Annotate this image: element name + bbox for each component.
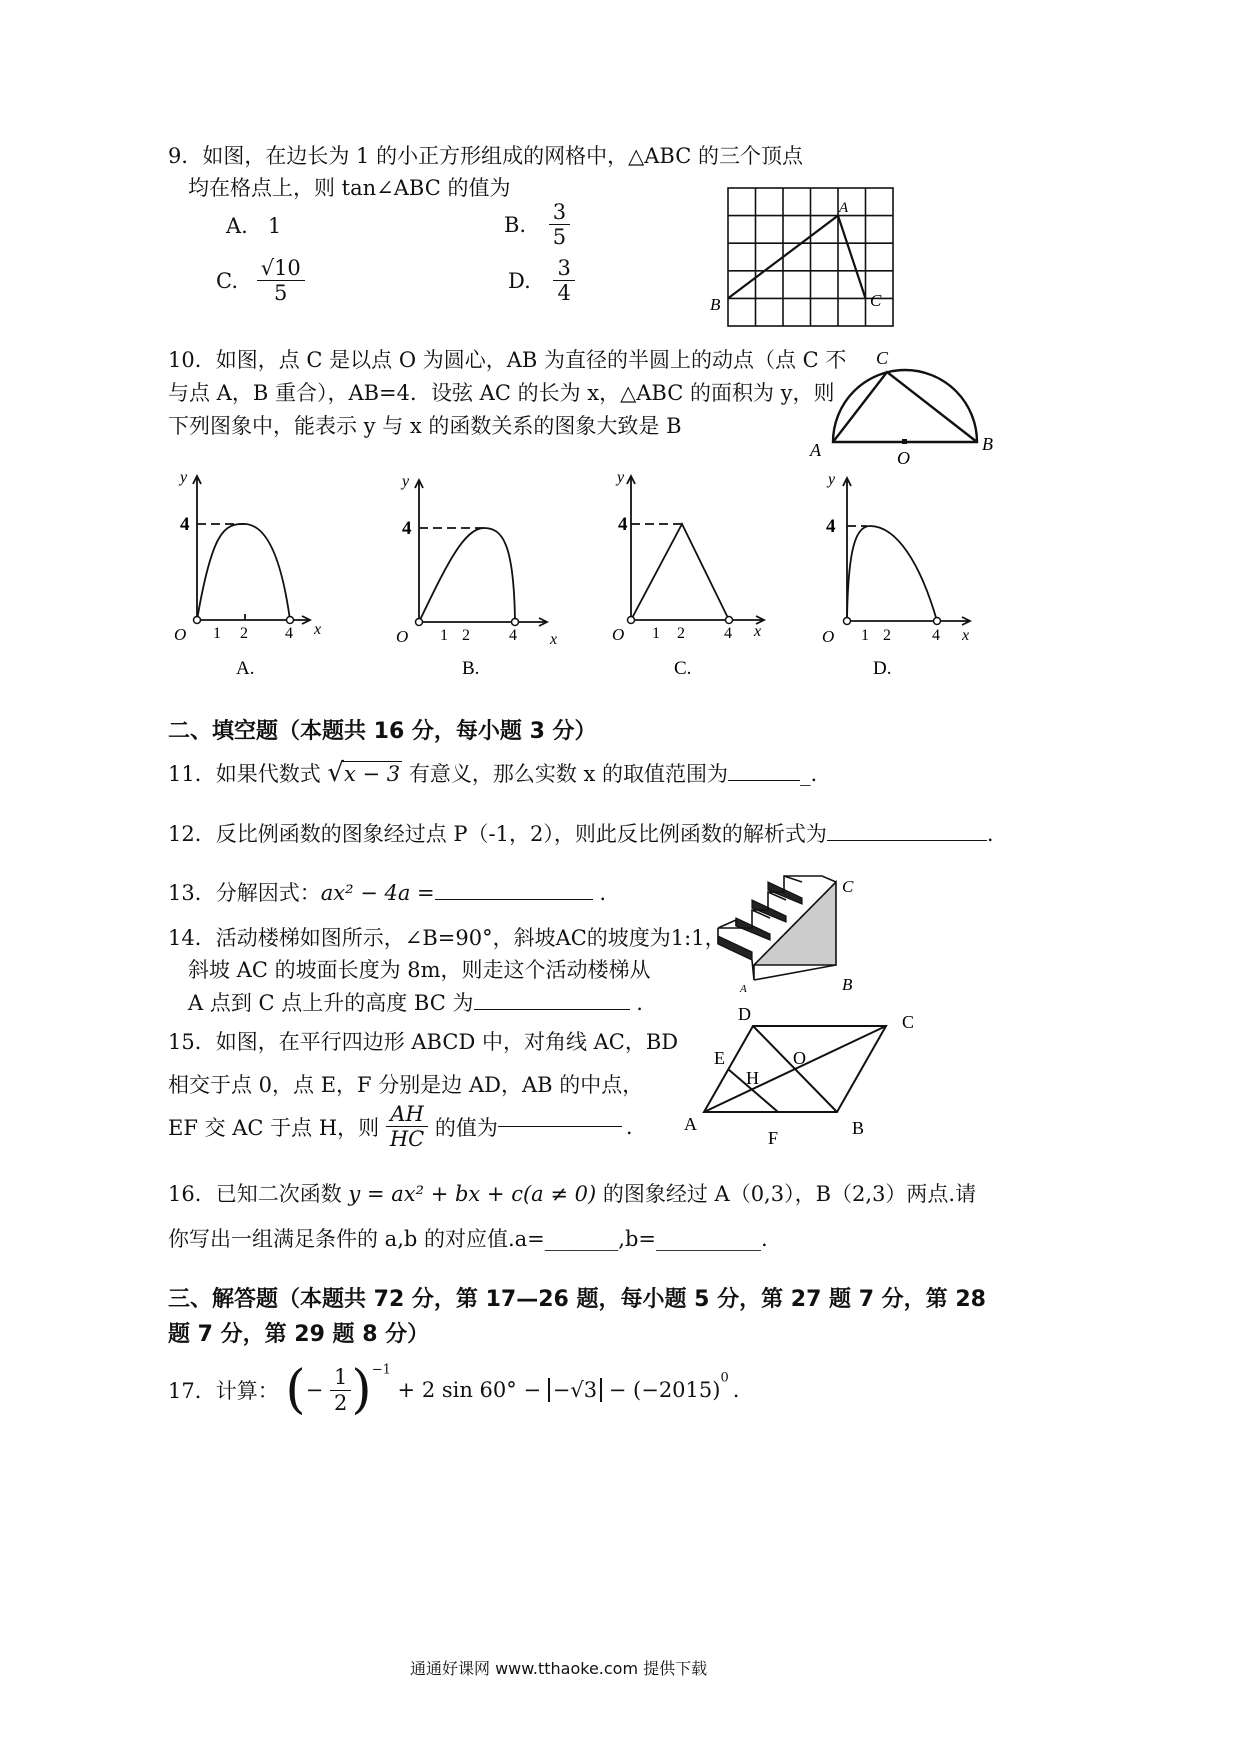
point-o-label: O [897,448,910,468]
q9-line2: 均在格点上，则 tan∠ABC 的值为 [188,176,511,200]
q10-graph-a [160,462,345,687]
svg-text:x: x [962,627,970,644]
q9-grid-figure [700,180,910,340]
svg-text:4: 4 [826,516,836,537]
q9-option-b-fraction: $\frac{3}{5}$ [549,200,570,249]
q15-line1: 15．如图，在平行四边形 ABCD 中，对角线 AC，BD [168,1030,679,1054]
svg-text:2: 2 [462,627,470,644]
svg-text:x: x [314,621,322,638]
q15-fraction: $\frac{AH}{HC}$ [386,1102,428,1151]
graph-c-caption: C. [674,658,692,679]
svg-text:4: 4 [932,627,940,644]
svg-text:y: y [828,471,836,488]
q14-line1: 14．活动楼梯如图所示，∠B=90°，斜坡AC的坡度为1:1， [168,926,726,950]
q14-line3: A 点到 C 点上升的高度 BC 为 . [188,991,643,1015]
graph-b-caption: B. [462,658,480,679]
vertex-c-label: C [870,291,882,310]
q13-answer-blank[interactable] [435,899,593,900]
svg-text:1: 1 [213,625,221,642]
point-d-label: D [738,1004,751,1024]
point-c-label: C [876,348,889,368]
point-b-label: B [982,434,993,454]
stairs-c-label: C [842,877,854,896]
svg-text:y: y [402,473,410,490]
point-c2-label: C [902,1012,915,1032]
q12: 12．反比例函数的图象经过点 P（-1，2），则此反比例函数的解析式为 . [168,822,994,846]
point-b2-label: B [852,1118,865,1138]
vertex-a-label: A [839,200,849,216]
point-a-label: A [810,440,821,460]
q9-option-d-fraction: $\frac{3}{4}$ [553,256,574,305]
q17-absolute-value: −√3 [548,1378,602,1402]
svg-text:4: 4 [724,625,732,642]
q10-line1: 10．如图，点 C 是以点 O 为圆心，AB 为直径的半圆上的动点（点 C 不 [168,348,847,372]
page-footer: 通通好课网 www.tthaoke.com 提供下载 [410,1659,708,1678]
svg-text:1: 1 [652,625,660,642]
section-3-title-line2: 题 7 分，第 29 题 8 分） [168,1322,430,1347]
q11-answer-blank[interactable] [728,780,800,781]
q9-option-a: A. 1 [226,214,282,238]
vertex-b-label: B [710,295,721,314]
svg-text:x: x [550,631,558,648]
svg-text:1: 1 [861,627,869,644]
svg-text:2: 2 [677,625,685,642]
svg-text:4: 4 [180,514,190,535]
q14-answer-blank[interactable] [474,1009,630,1010]
section-3-title-line1: 三、解答题（本题共 72 分，第 17—26 题，每小题 5 分，第 27 题 7 分，第 28 [168,1287,986,1312]
q9-line1: 9．如图，在边长为 1 的小正方形组成的网格中，△ABC 的三个顶点 [168,144,803,168]
q15-line2: 相交于点 0，点 E，F 分别是边 AD，AB 的中点， [168,1073,644,1097]
stairs-a-label: A [740,983,747,995]
q16-line1: 16．已知二次函数 y = ax² + bx + c(a ≠ 0) 的图象经过 A（0,3），B（2,3）两点.请 [168,1182,977,1206]
q17: 17．计算： (− $\frac{1}{2}$ )$^{-1}$ + 2 $\sin 60^\circ - -√3 - (-2015)^0$ . [168,1360,740,1420]
graph-d-caption: D. [873,658,892,679]
svg-text:2: 2 [240,625,248,642]
point-e-label: E [714,1048,725,1068]
point-a2-label: A [684,1114,697,1134]
q15-answer-blank[interactable] [498,1126,622,1127]
q15-line3: EF 交 AC 于点 H，则 $\frac{AH}{HC}$ 的值为 . [168,1102,633,1152]
q9-option-d: D. $\frac{3}{4}$ [508,256,575,305]
q14-line2: 斜坡 AC 的坡面长度为 8m，则走这个活动楼梯从 [188,958,651,982]
q10-graph-d [808,462,993,687]
q9-option-b: B. $\frac{3}{5}$ [504,200,570,249]
graph-a-caption: A. [236,658,255,679]
q10-line2: 与点 A，B 重合），AB=4．设弦 AC 的长为 x，△ABC 的面积为 y，则 [168,381,835,405]
triangle-abc [728,216,866,299]
q11: 11．如果代数式 √x − 3 有意义，那么实数 x 的取值范围为 _. [168,758,818,788]
q10-semicircle-figure [806,342,1006,470]
svg-text:4: 4 [285,625,293,642]
point-f-label: F [768,1128,779,1148]
q10-graph-c [604,462,789,687]
svg-text:x: x [754,623,762,640]
svg-text:4: 4 [509,627,517,644]
svg-text:O: O [822,627,835,646]
svg-text:4: 4 [402,518,412,539]
svg-text:1: 1 [440,627,448,644]
svg-text:O: O [396,627,409,646]
svg-text:y: y [617,469,625,486]
svg-text:4: 4 [618,514,628,535]
q14-staircase-figure [708,868,888,996]
svg-text:y: y [180,469,188,486]
q15-parallelogram-figure [676,1000,936,1152]
q16-line2: 你写出一组满足条件的 a,b 的对应值.a=_______,b=__________. [168,1227,768,1251]
point-o2-label: O [793,1048,806,1068]
q12-answer-blank[interactable] [827,840,987,841]
q17-fraction: $\frac{1}{2}$ [330,1365,351,1414]
section-2-title: 二、填空题（本题共 16 分，每小题 3 分） [168,719,597,744]
svg-text:O: O [612,625,625,644]
q10-graph-b [382,462,567,687]
q13: 13．分解因式：ax² − 4a = . [168,881,606,905]
point-h-label: H [746,1068,759,1088]
q9-option-c: C. $\frac{√10}{5}$ [216,256,305,305]
q10-line3: 下列图象中，能表示 y 与 x 的函数关系的图象大致是 B [168,414,682,438]
q9-option-c-fraction: $\frac{√10}{5}$ [257,256,305,305]
svg-text:2: 2 [883,627,891,644]
svg-text:O: O [174,625,187,644]
q11-radicand: x − 3 [344,762,401,786]
stairs-b-label: B [842,975,853,994]
